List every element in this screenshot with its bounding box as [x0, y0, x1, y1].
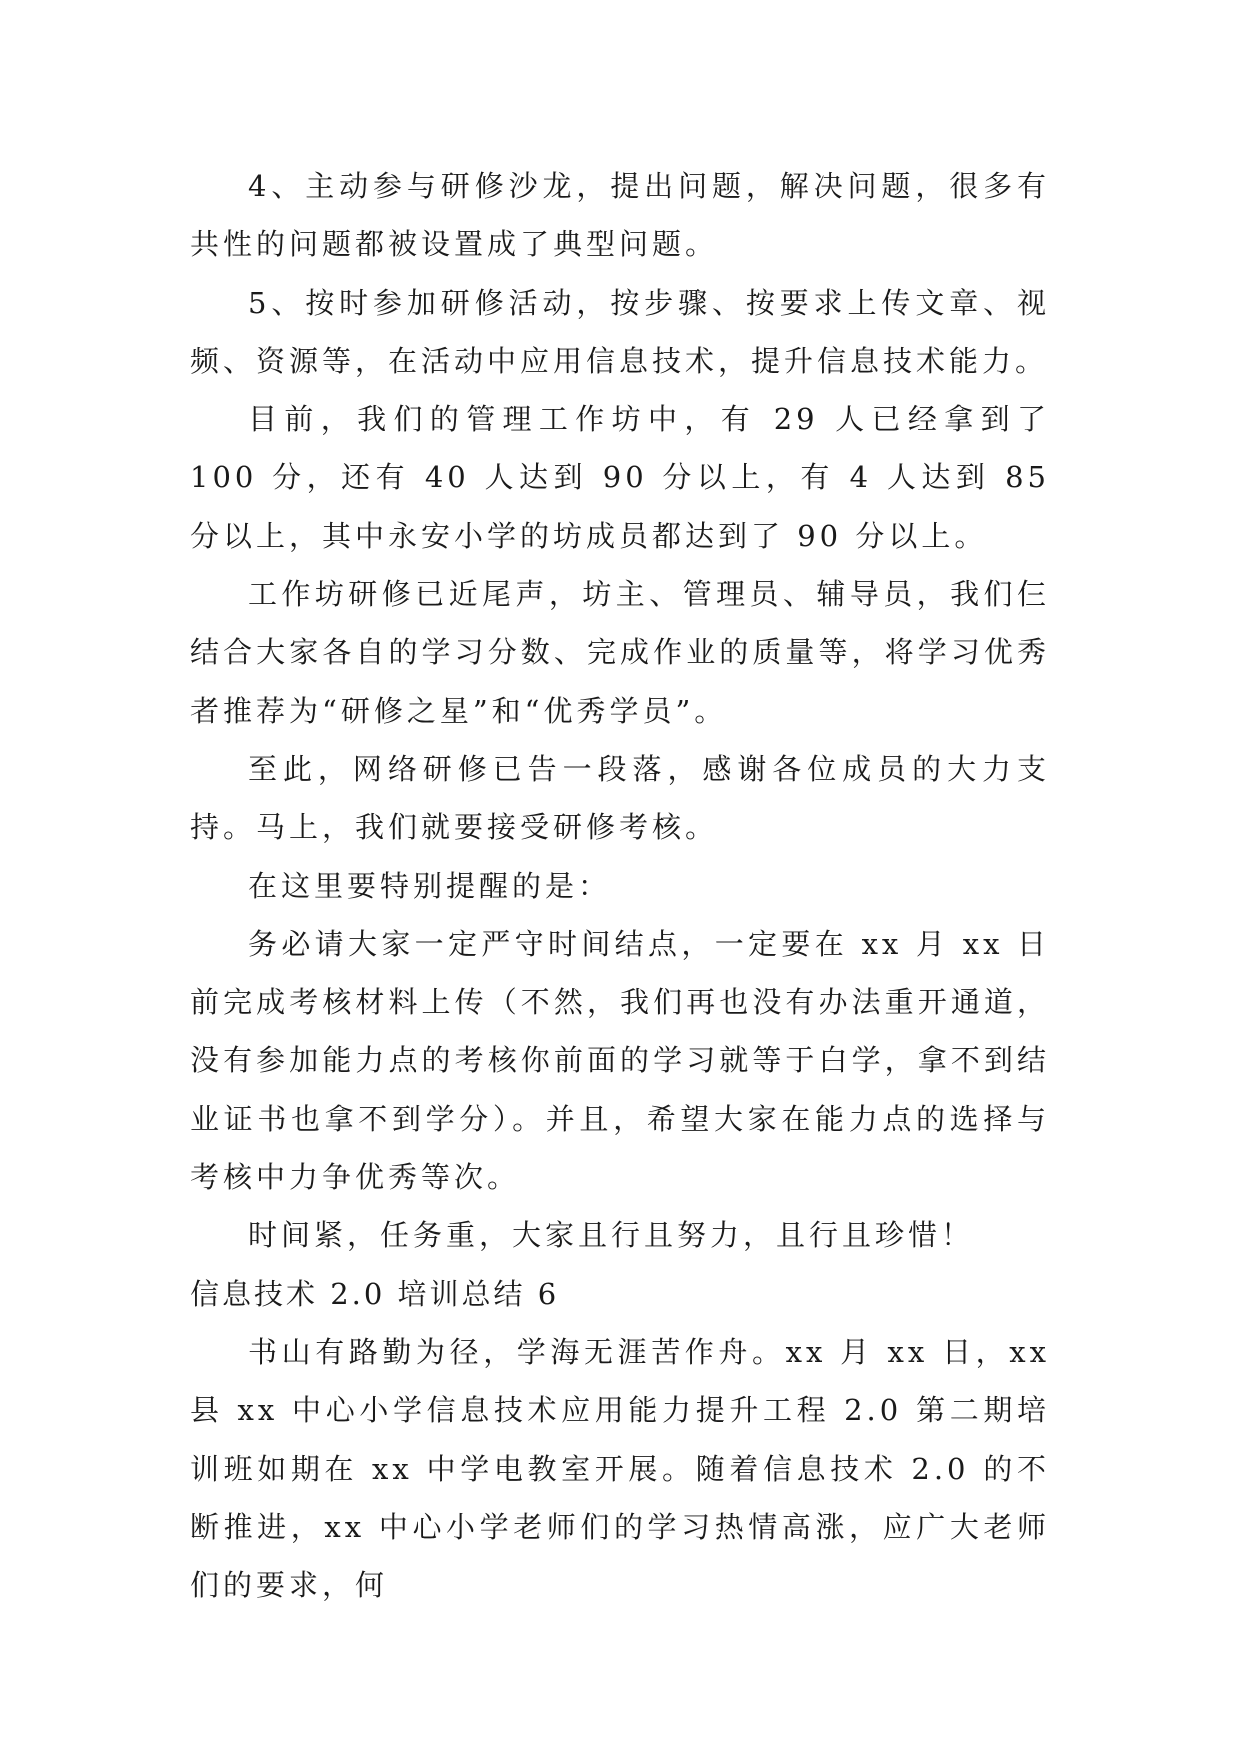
paragraph-section-6-intro: 书山有路勤为径，学海无涯苦作舟。xx 月 xx 日，xx 县 xx 中心小学信息技术应用能力提升工程 2.0 第二期培训班如期在 xx 中学电教室开展。随着信息技术 2.0 的不断推进，xx 中心小学老师们的学习热情高涨，应广大老师们的要求，何 — [190, 1334, 1050, 1603]
paragraph-deadline: 务必请大家一定严守时间结点，一定要在 xx 月 xx 日前完成考核材料上传（不然，我们再也没有办法重开通道，没有参加能力点的考核你前面的学习就等于白学，拿不到结业证书也拿不到学分）。并且，希望大家在能力点的选择与考核中力争优秀等次。 — [190, 926, 1050, 1195]
paragraph-progress: 目前，我们的管理工作坊中，有 29 人已经拿到了 100 分，还有 40 人达到 90 分以上，有 4 人达到 85 分以上，其中永安小学的坊成员都达到了 90 分以上。 — [190, 402, 1050, 553]
document-body — [190, 157, 1050, 1614]
section-heading: 信息技术 2.0 培训总结 6 — [190, 1276, 560, 1311]
paragraph-reminder-intro: 在这里要特别提醒的是： — [248, 868, 612, 903]
paragraph-item-4: 4、主动参与研修沙龙，提出问题，解决问题，很多有共性的问题都被设置成了典型问题。 — [190, 169, 1050, 262]
paragraph-workshop-ending: 工作坊研修已近尾声，坊主、管理员、辅导员，我们仨结合大家各自的学习分数、完成作业的质量等，将学习优秀者推荐为“研修之星”和“优秀学员”。 — [190, 577, 1050, 728]
paragraph-closing: 时间紧，任务重，大家且行且努力，且行且珍惜！ — [248, 1218, 975, 1253]
paragraph-thanks: 至此，网络研修已告一段落，感谢各位成员的大力支持。马上，我们就要接受研修考核。 — [190, 751, 1050, 845]
paragraph-item-5: 5、按时参加研修活动，按步骤、按要求上传文章、视频、资源等，在活动中应用信息技术，提升信息技术能力。 — [190, 285, 1050, 378]
